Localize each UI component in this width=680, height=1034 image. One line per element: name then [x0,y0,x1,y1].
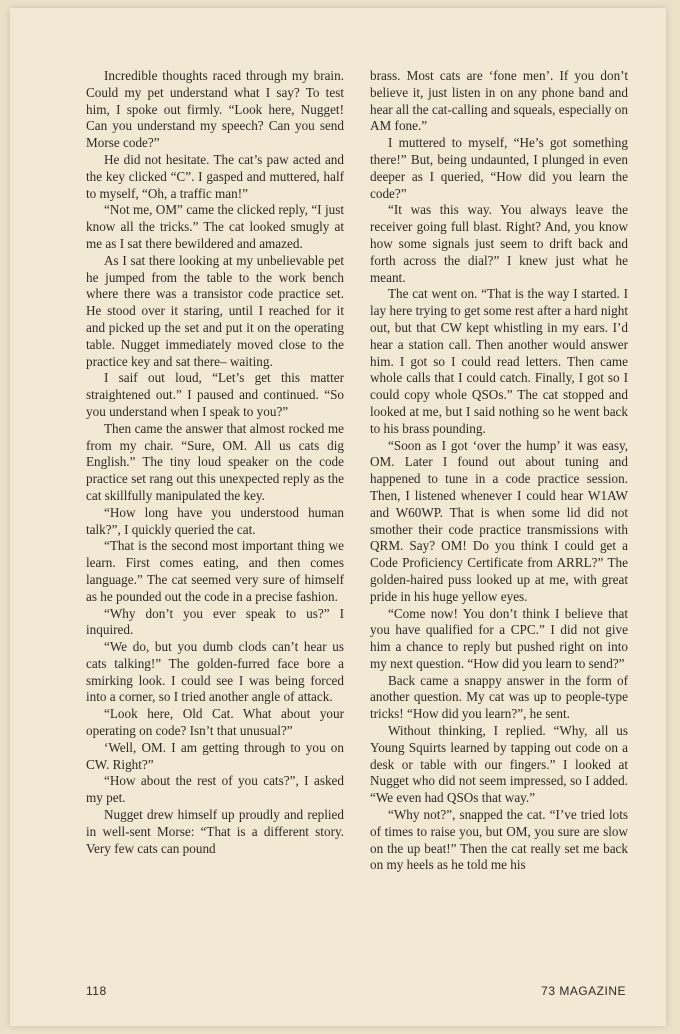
paragraph-continued: brass. Most cats are ‘fone men’. If you don’t believe it, just listen in on any phone band and hear all the cat-calling and squeals, especially on AM fone.” [370,68,628,134]
paragraph: “Why don’t you ever speak to us?” I inquired. [86,605,344,638]
paragraph: I saif out loud, “Let’s get this matter straightened out.” I paused and continued. “So you understand when I speak to you?” [86,370,344,419]
paragraph: Then came the answer that almost rocked me from my chair. “Sure, OM. All us cats dig English.” The tiny loud speaker on the code practice set rang out this unexpected reply as the cat skillfully manipulated the key. [86,420,344,503]
right-column [370,68,628,874]
paragraph: Nugget drew himself up proudly and replied in well-sent Morse: “That is a different story. Very few cats can pound [86,807,344,856]
magazine-name: 73 MAGAZINE [541,984,626,998]
paragraph: Incredible thoughts raced through my brain. Could my pet understand what I say? To test him, I spoke out firmly. “Look here, Nugget! Can you understand my speech? Can you send Morse code?” [86,68,344,151]
paragraph: ‘Well, OM. I am getting through to you on CW. Right?” [86,739,344,772]
paragraph: “Look here, Old Cat. What about your operating on code? Isn’t that unusual?” [86,706,344,739]
left-column [86,68,344,857]
paragraph: Without thinking, I replied. “Why, all us Young Squirts learned by tapping out code on a desk or table with our fingers.” I looked at Nugget who did not seem impressed, so I added. “We even had QSOs that way.” [370,723,628,806]
paragraph: “It was this way. You always leave the receiver going full blast. Right? And, you know how some signals just seem to drift back and forth across the dial?” I knew just what he meant. [370,202,628,285]
paragraph: “Not me, OM” came the clicked reply, “I just know all the tricks.” The cat looked smugly at me as I sat there bewildered and amazed. [86,202,344,251]
paragraph: He did not hesitate. The cat’s paw acted and the key clicked “C”. I gasped and muttered, half to myself, “Oh, a traffic man!” [86,151,344,201]
paragraph: “Come now! You don’t think I believe that you have qualified for a CPC.” I did not give him a chance to reply but pushed right on into my next question. “How did you learn to send?” [370,605,628,671]
magazine-page [10,8,666,1026]
paragraph: “Why not?”, snapped the cat. “I’ve tried lots of times to raise you, but OM, you sure are slow on the up beat!” Then the cat really set me back on my heels as he told me his [370,807,628,873]
paragraph: “Soon as I got ‘over the hump’ it was easy, OM. Later I found out about tuning and happened to tune in a code practice session. Then, I listened whenever I could hear W1AW and W60WP. That is when some lid did not smother their code practice transmissions with QRM. Say? OM! Do you think I could get a Code Proficiency Certificate from ARRL?” The golden-haired puss looked up at me, with great pride in his huge yellow eyes. [370,437,628,604]
paragraph: As I sat there looking at my unbelievable pet he jumped from the table to the work bench where there was a transistor code practice set. He stood over it staring, until I reached for it and picked up the set and put it on the operating table. Nugget immediately moved close to the practice key and sat there– waiting. [86,252,344,369]
paragraph: “How long have you understood human talk?”, I quickly queried the cat. [86,504,344,537]
paragraph: “That is the second most important thing we learn. First comes eating, and then comes language.” The cat seemed very sure of himself as he pounded out the code in a precise fashion. [86,538,344,604]
paragraph: “We do, but you dumb clods can’t hear us cats talking!” The golden-furred face bore a smirking look. I could see I was being forced into a corner, so I tried another angle of attack. [86,639,344,705]
paragraph: I muttered to myself, “He’s got something there!” But, being undaunted, I plunged in even deeper as I queried, “How did you learn the code?” [370,135,628,201]
paragraph: The cat went on. “That is the way I started. I lay here trying to get some rest after a hard night out, but that CW kept whistling in my ears. I’d hear a station call. Then another would answer him. I got so I could read letters. Then came whole calls that I could catch. Finally, I got so I could copy whole QSOs.” The cat stopped and looked at me, but I said nothing so he went back to his brass pounding. [370,286,628,436]
paragraph: Back came a snappy answer in the form of another question. My cat was up to people-type tricks! “How did you learn?”, he sent. [370,672,628,722]
paragraph: “How about the rest of you cats?”, I asked my pet. [86,773,344,806]
page-number: 118 [86,984,107,998]
